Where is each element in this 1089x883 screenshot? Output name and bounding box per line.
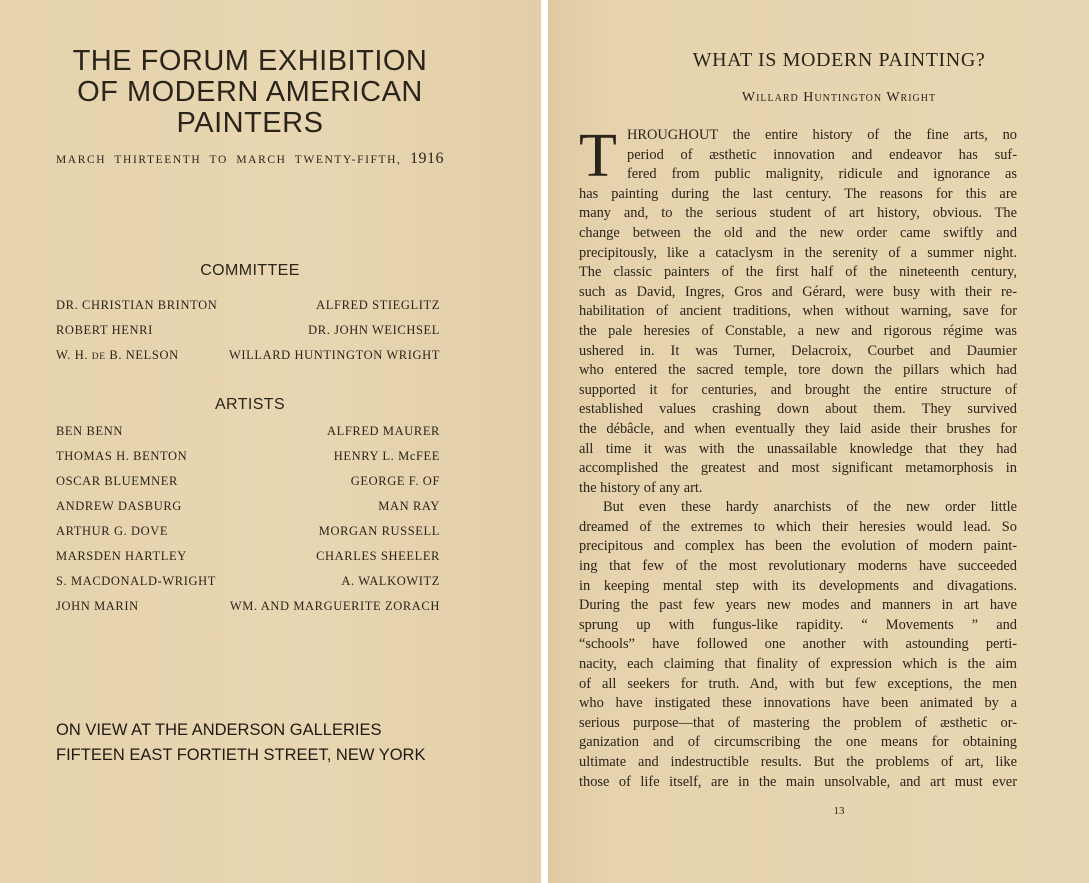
artist-name: GEORGE F. OF — [350, 474, 440, 488]
exhibition-title — [40, 46, 460, 139]
text-line: habilitation of ancient traditions, when without warning, save for — [579, 303, 1017, 320]
artist-name: OSCAR BLUEMNER — [56, 474, 178, 488]
text-line: HROUGHOUT the entire history of the fine arts, no — [627, 127, 1017, 143]
committee-row — [56, 323, 440, 341]
committee-member: DR. JOHN WEICHSEL — [308, 323, 440, 337]
artist-name: ALFRED MAURER — [326, 424, 440, 438]
text-line: supported it for centuries, and brought the entire structure of — [579, 381, 1017, 398]
text-line: precipitous and complex has been the evolution of modern paint- — [579, 538, 1017, 555]
artist-name: JOHN MARIN — [56, 599, 139, 613]
text-line: the history of any art. — [579, 479, 703, 496]
artist-name: MORGAN RUSSELL — [318, 524, 440, 538]
exhibition-title-line-3: PAINTERS — [176, 107, 324, 139]
committee-member: WILLARD HUNTINGTON WRIGHT — [228, 348, 440, 362]
venue-line-1: ON VIEW AT THE ANDERSON GALLERIES — [56, 721, 382, 739]
text-line: in keeping mental step with its developments and divagations. — [579, 577, 1017, 594]
exhibition-year: 1916 — [410, 150, 444, 167]
right-page — [548, 0, 1089, 883]
artist-name: CHARLES SHEELER — [316, 549, 440, 563]
committee-member — [56, 348, 179, 363]
text-line: the pale heresies of Constable, a new and rigorous régime was — [579, 322, 1017, 339]
essay-title: WHAT IS MODERN PAINTING? — [692, 49, 986, 71]
artist-row — [56, 499, 440, 517]
committee-heading: COMMITTEE — [200, 262, 300, 279]
text-line: has painting during the last century. The reasons for this are — [579, 185, 1017, 202]
committee-member: ALFRED STIEGLITZ — [316, 298, 440, 312]
text-line: all time it was with the unassailable knowledge that they had — [579, 440, 1017, 457]
text-line: The classic painters of the first half of the nineteenth century, — [579, 264, 1017, 281]
committee-member: DR. CHRISTIAN BRINTON — [56, 298, 218, 312]
text-line: fered from public malignity, ridicule and ignorance as — [627, 166, 1017, 183]
artist-row — [56, 574, 440, 592]
text-line: serious purpose—that of mastering the problem of æsthetic or- — [579, 714, 1017, 731]
exhibition-title-line-1: THE FORUM EXHIBITION — [72, 45, 428, 77]
name-particle: DE — [91, 352, 106, 362]
artist-name: ARTHUR G. DOVE — [56, 524, 169, 538]
artist-row — [56, 599, 440, 617]
text-line: But even these hardy anarchists of the new order little — [603, 499, 1017, 516]
text-line: of all seekers for truth. And, with but few exceptions, the men — [579, 675, 1017, 692]
left-page — [0, 0, 541, 883]
artist-row — [56, 424, 440, 442]
artist-name: WM. AND MARGUERITE ZORACH — [229, 599, 440, 613]
text-line: nacity, each claiming that finality of expression which is the aim — [579, 656, 1017, 673]
text-line: During the past few years new modes and manners in art have — [579, 597, 1017, 614]
committee-row — [56, 298, 440, 316]
name-part: W. H. — [56, 348, 89, 362]
artists-heading: ARTISTS — [214, 396, 286, 413]
artist-name: THOMAS H. BENTON — [56, 449, 188, 463]
committee-row — [56, 348, 440, 366]
text-line: who have instigated these innovations have been animated by a — [579, 695, 1017, 712]
name-part: B. NELSON — [109, 348, 179, 362]
essay-body — [579, 122, 1017, 792]
artist-name: S. MACDONALD-WRIGHT — [56, 574, 217, 588]
text-line: ing that few of the most revolutionary moderns have succeeded — [579, 558, 1017, 575]
text-line: “schools” have followed one another with astounding perti- — [579, 636, 1017, 653]
committee-member: ROBERT HENRI — [56, 323, 153, 337]
exhibition-dates — [40, 150, 460, 168]
artist-name: HENRY L. McFEE — [333, 449, 440, 463]
text-line: ganization and of circumscribing the one means for obtaining — [579, 734, 1017, 751]
artist-row — [56, 474, 440, 492]
venue-line-2: FIFTEEN EAST FORTIETH STREET, NEW YORK — [56, 746, 426, 764]
text-line: who entered the sacred temple, tore down the pillars which had — [579, 362, 1017, 379]
artist-name: A. WALKOWITZ — [341, 574, 440, 588]
artist-row — [56, 549, 440, 567]
text-line: change between the old and the new order came swiftly and — [579, 224, 1017, 241]
essay-author: Willard Huntington Wright — [741, 90, 937, 105]
text-line: period of æsthetic innovation and endeavor has suf- — [627, 146, 1017, 163]
page-gutter — [541, 0, 548, 883]
text-line: those of life itself, are in the main unsolvable, and art must ever — [579, 773, 1017, 790]
text-line: many and, to the serious student of art history, obvious. The — [579, 205, 1017, 222]
artist-name: MAN RAY — [378, 499, 440, 513]
text-line: dreamed of the extremes to which their heresies would lead. So — [579, 518, 1017, 535]
text-line: accomplished the greatest and most significant metamorphosis in — [579, 460, 1017, 477]
text-line: precipitously, like a cataclysm in the serenity of a summer night. — [579, 244, 1017, 261]
exhibition-title-line-2: OF MODERN AMERICAN — [77, 76, 423, 108]
text-line: such as David, Ingres, Gros and Gérard, were busy with their re- — [579, 283, 1017, 300]
text-line: the débâcle, and when eventually they laid aside their brushes for — [579, 420, 1017, 437]
text-line: established values crashing down about them. They survived — [579, 401, 1017, 418]
page-number: 13 — [833, 805, 845, 817]
artist-row — [56, 524, 440, 542]
artist-name: BEN BENN — [56, 424, 123, 438]
artist-name: MARSDEN HARTLEY — [56, 549, 187, 563]
exhibition-dates-text: MARCH THIRTEENTH TO MARCH TWENTY-FIFTH, — [55, 154, 402, 166]
artist-name: ANDREW DASBURG — [56, 499, 182, 513]
artist-row — [56, 449, 440, 467]
text-line: sprung up with fungus-like rapidity. “ Movements ” and — [579, 616, 1017, 633]
text-line: ultimate and indestructible results. But the problems of art, like — [579, 754, 1017, 770]
text-line: ushered in. It was Turner, Delacroix, Courbet and Daumier — [579, 342, 1017, 359]
drop-cap: T — [579, 122, 617, 190]
